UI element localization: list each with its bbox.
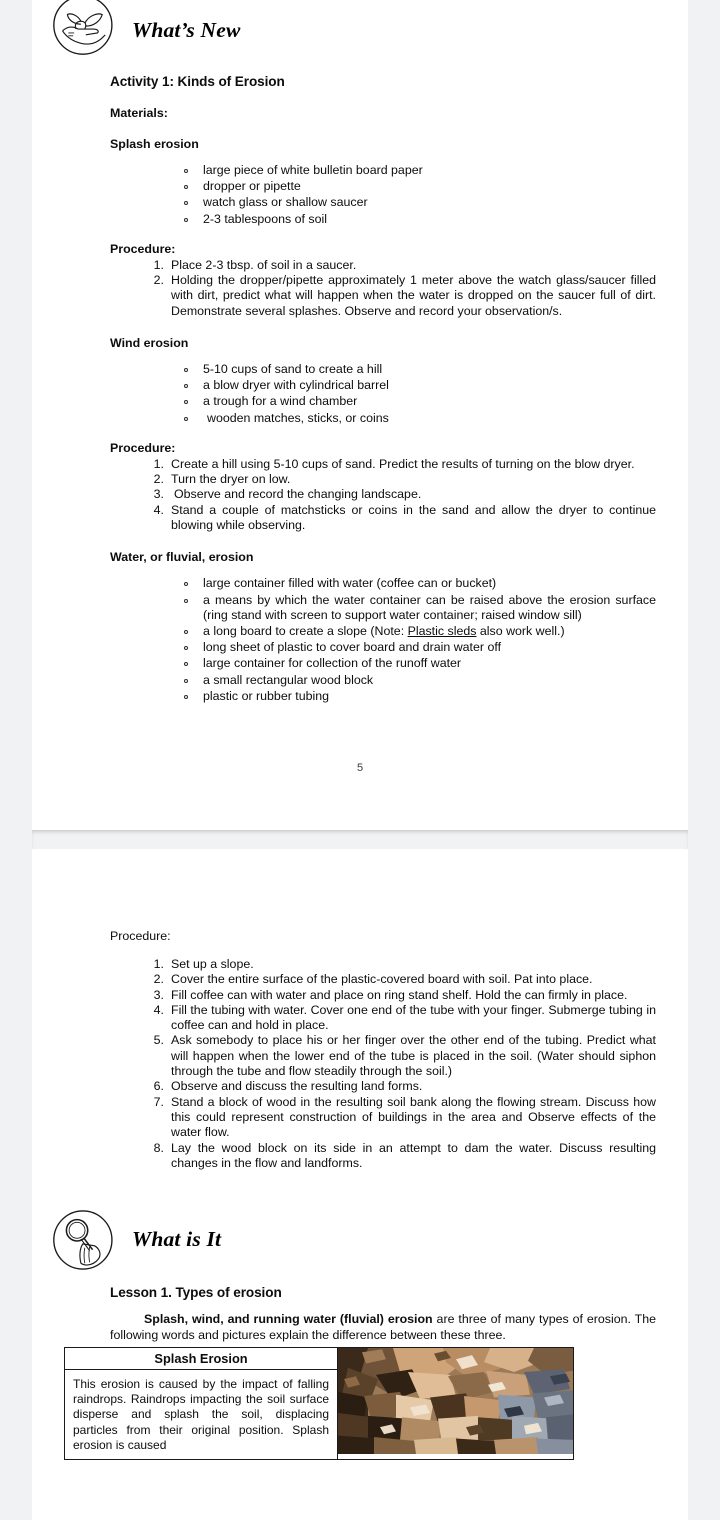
wind-procedure-list bbox=[110, 457, 656, 533]
page-number: 5 bbox=[356, 762, 364, 774]
page-break-separator bbox=[32, 830, 688, 849]
splash-erosion-heading: Splash erosion bbox=[110, 137, 199, 151]
list-item: long sheet of plastic to cover board and drain water off bbox=[182, 640, 656, 655]
list-item: Holding the dropper/pipette approximately 1 meter above the watch glass/saucer filled with dirt, predict what will happen when the water is dropped on the saucer full of dirt. Demonstrate several splashes. Observe and record your observation/s. bbox=[171, 273, 656, 318]
splash-erosion-description: This erosion is caused by the impact of falling raindrops. Raindrops impacting the soil surface disperse and splash the soil, displacing particles from their original position. Splash erosion is caused bbox=[65, 1369, 338, 1459]
splash-procedure-label: Procedure: bbox=[110, 241, 176, 256]
water-procedure-list bbox=[110, 957, 656, 1171]
list-item: Fill coffee can with water and place on ring stand shelf. Hold the can firmly in place. bbox=[171, 987, 628, 1002]
list-item: Observe and discuss the resulting land forms. bbox=[171, 1079, 423, 1094]
water-procedure-label: Procedure: bbox=[110, 929, 171, 943]
wind-materials-list bbox=[110, 362, 656, 426]
list-item: wooden matches, sticks, or coins bbox=[182, 411, 656, 426]
list-item: Turn the dryer on low. bbox=[171, 472, 291, 487]
whats-new-banner bbox=[40, 0, 656, 60]
link-suffix: also work well.) bbox=[476, 623, 565, 638]
hand-holding-seedling-icon bbox=[40, 0, 118, 60]
water-materials-list bbox=[110, 576, 656, 704]
splash-materials-list bbox=[110, 163, 656, 227]
water-erosion-heading: Water, or fluvial, erosion bbox=[110, 550, 254, 565]
link-prefix: a long board to create a slope (Note: bbox=[203, 623, 408, 638]
what-is-it-banner bbox=[40, 1209, 656, 1269]
list-item: large container filled with water (coffee can or bucket) bbox=[182, 576, 656, 591]
list-item: 5-10 cups of sand to create a hill bbox=[182, 362, 656, 377]
splash-procedure-list bbox=[110, 258, 656, 319]
list-item: large piece of white bulletin board paper bbox=[182, 163, 656, 178]
list-item: a small rectangular wood block bbox=[182, 673, 656, 688]
list-item: a blow dryer with cylindrical barrel bbox=[182, 378, 656, 393]
list-item: a means by which the water container can be raised above the erosion surface (ring stand with screen to support water container; raised window sill) bbox=[182, 593, 656, 623]
splash-erosion-image-cell bbox=[338, 1347, 574, 1459]
list-item: Stand a couple of matchsticks or coins in the sand and allow the dryer to continue blowing while observing. bbox=[171, 502, 656, 532]
banner-title: What’s New bbox=[132, 17, 241, 42]
table-row bbox=[65, 1347, 574, 1369]
splash-erosion-soil-photo bbox=[338, 1348, 573, 1454]
wind-procedure-label: Procedure: bbox=[110, 440, 176, 455]
list-item: watch glass or shallow saucer bbox=[182, 195, 656, 210]
list-item: Create a hill using 5-10 cups of sand. Predict the results of turning on the blow dryer. bbox=[171, 456, 635, 471]
list-item: dropper or pipette bbox=[182, 179, 656, 194]
table-header-splash-erosion: Splash Erosion bbox=[65, 1347, 338, 1369]
wind-erosion-heading: Wind erosion bbox=[110, 336, 189, 350]
materials-label: Materials: bbox=[110, 106, 168, 120]
intro-bold-lead: Splash, wind, and running water (fluvial) erosion bbox=[144, 1312, 433, 1327]
list-item: plastic or rubber tubing bbox=[182, 689, 656, 704]
list-item: Stand a block of wood in the resulting soil bank along the flowing stream. Discuss how this could represent construction of buildings in the area and Observe effects of the water flow. bbox=[171, 1094, 656, 1140]
list-item: 2-3 tablespoons of soil bbox=[182, 212, 656, 227]
activity-title: Activity 1: Kinds of Erosion bbox=[110, 74, 285, 89]
list-item: Set up a slope. bbox=[171, 957, 254, 971]
list-item: large container for collection of the runoff water bbox=[182, 656, 656, 671]
lesson-intro-paragraph bbox=[110, 1312, 656, 1343]
plastic-sleds-link[interactable]: Plastic sleds bbox=[407, 623, 477, 638]
splash-erosion-table bbox=[64, 1347, 574, 1460]
list-item: Fill the tubing with water. Cover one end of the tube with your finger. Submerge tubing in coffee can and hold in place. bbox=[171, 1002, 656, 1033]
list-item: Observe and record the changing landscape. bbox=[174, 487, 422, 502]
list-item: Ask somebody to place his or her finger over the other end of the tubing. Predict what will happen when the lower end of the tube is placed in the soil. (Water should siphon through the tube and flow steadily through the soil.) bbox=[171, 1033, 656, 1079]
document-page-1 bbox=[32, 0, 688, 830]
banner-title: What is It bbox=[132, 1226, 222, 1251]
list-item: Cover the entire surface of the plastic-covered board with soil. Pat into place. bbox=[171, 972, 593, 987]
list-item: Place 2-3 tbsp. of soil in a saucer. bbox=[171, 257, 357, 272]
magnifying-glass-in-hand-icon bbox=[40, 1209, 118, 1269]
list-item-with-link bbox=[182, 624, 656, 639]
lesson-title: Lesson 1. Types of erosion bbox=[110, 1285, 282, 1301]
list-item: a trough for a wind chamber bbox=[182, 394, 656, 409]
intro-rest: are three of many types of erosion. The following words and pictures explain the difference between these three. bbox=[110, 1312, 656, 1342]
document-page-2 bbox=[32, 849, 688, 1520]
list-item: Lay the wood block on its side in an attempt to dam the water. Discuss resulting changes in the flow and landforms. bbox=[171, 1140, 656, 1170]
